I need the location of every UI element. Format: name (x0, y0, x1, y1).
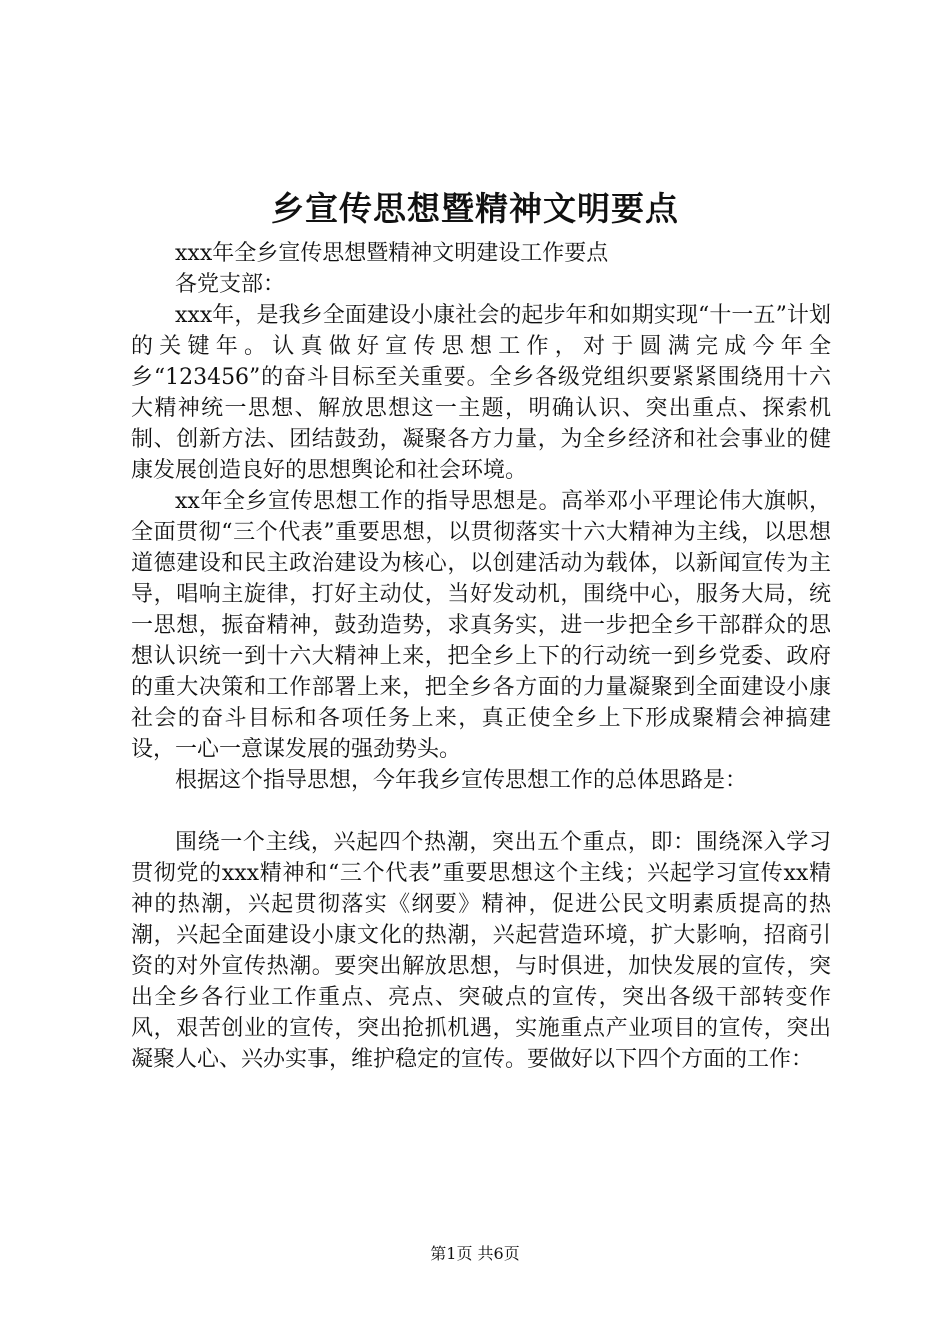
document-body (131, 238, 831, 1075)
paragraph-overall-approach: 根据这个指导思想，今年我乡宣传思想工作的总体思路是： (175, 768, 748, 793)
paragraph-guiding-thought: xx年全乡宣传思想工作的指导思想是。高举邓小平理论伟大旗帜，全面贯彻“三个代表”重要思想，以贯彻落实十六大精神为主线，以思想道德建设和民主政治建设为核心，以创建活动为载体，以新闻宣传为主导，唱响主旋律，打好主动仗，当好发动机，围绕中心，服务大局，统一思想，振奋精神，鼓劲造势，求真务实，进一步把全乡干部群众的思想认识统一到十六大精神上来，把全乡上下的行动统一到乡党委、政府的重大决策和工作部署上来，把全乡各方面的力量凝聚到全面建设小康社会的奋斗目标和各项任务上来，真正使全乡上下形成聚精会神搞建设，一心一意谋发展的强劲势头。 (131, 489, 831, 762)
document-title: 乡宣传思想暨精神文明要点 (271, 189, 679, 228)
page-footer: 第1页 共6页 (430, 1244, 520, 1263)
document-subtitle: xxx年全乡宣传思想暨精神文明建设工作要点 (175, 241, 609, 266)
paragraph-main-line: 围绕一个主线，兴起四个热潮，突出五个重点，即：围绕深入学习贯彻党的xxx精神和“三个代表”重要思想这个主线；兴起学习宣传xx精神的热潮，兴起贯彻落实《纲要》精神，促进公民文明素质提高的热潮，兴起全面建设小康文化的热潮，兴起营造环境，扩大影响，招商引资的对外宣传热潮。要突出解放思想，与时俱进，加快发展的宣传，突出全乡各行业工作重点、亮点、突破点的宣传，突出各级干部转变作风，艰苦创业的宣传，突出抢抓机遇，实施重点产业项目的宣传，突出凝聚人心、兴办实事，维护稳定的宣传。要做好以下四个方面的工作： (131, 830, 831, 1072)
paragraph-intro: xxx年，是我乡全面建设小康社会的起步年和如期实现“十一五”计划的关键年。认真做好宣传思想工作，对于圆满完成今年全乡“123456”的奋斗目标至关重要。全乡各级党组织要紧紧围绕用十六大精神统一思想、解放思想这一主题，明确认识、突出重点、探索机制、创新方法、团结鼓劲，凝聚各方力量，为全乡经济和社会事业的健康发展创造良好的思想舆论和社会环境。 (131, 303, 831, 483)
salutation: 各党支部： (175, 272, 286, 297)
